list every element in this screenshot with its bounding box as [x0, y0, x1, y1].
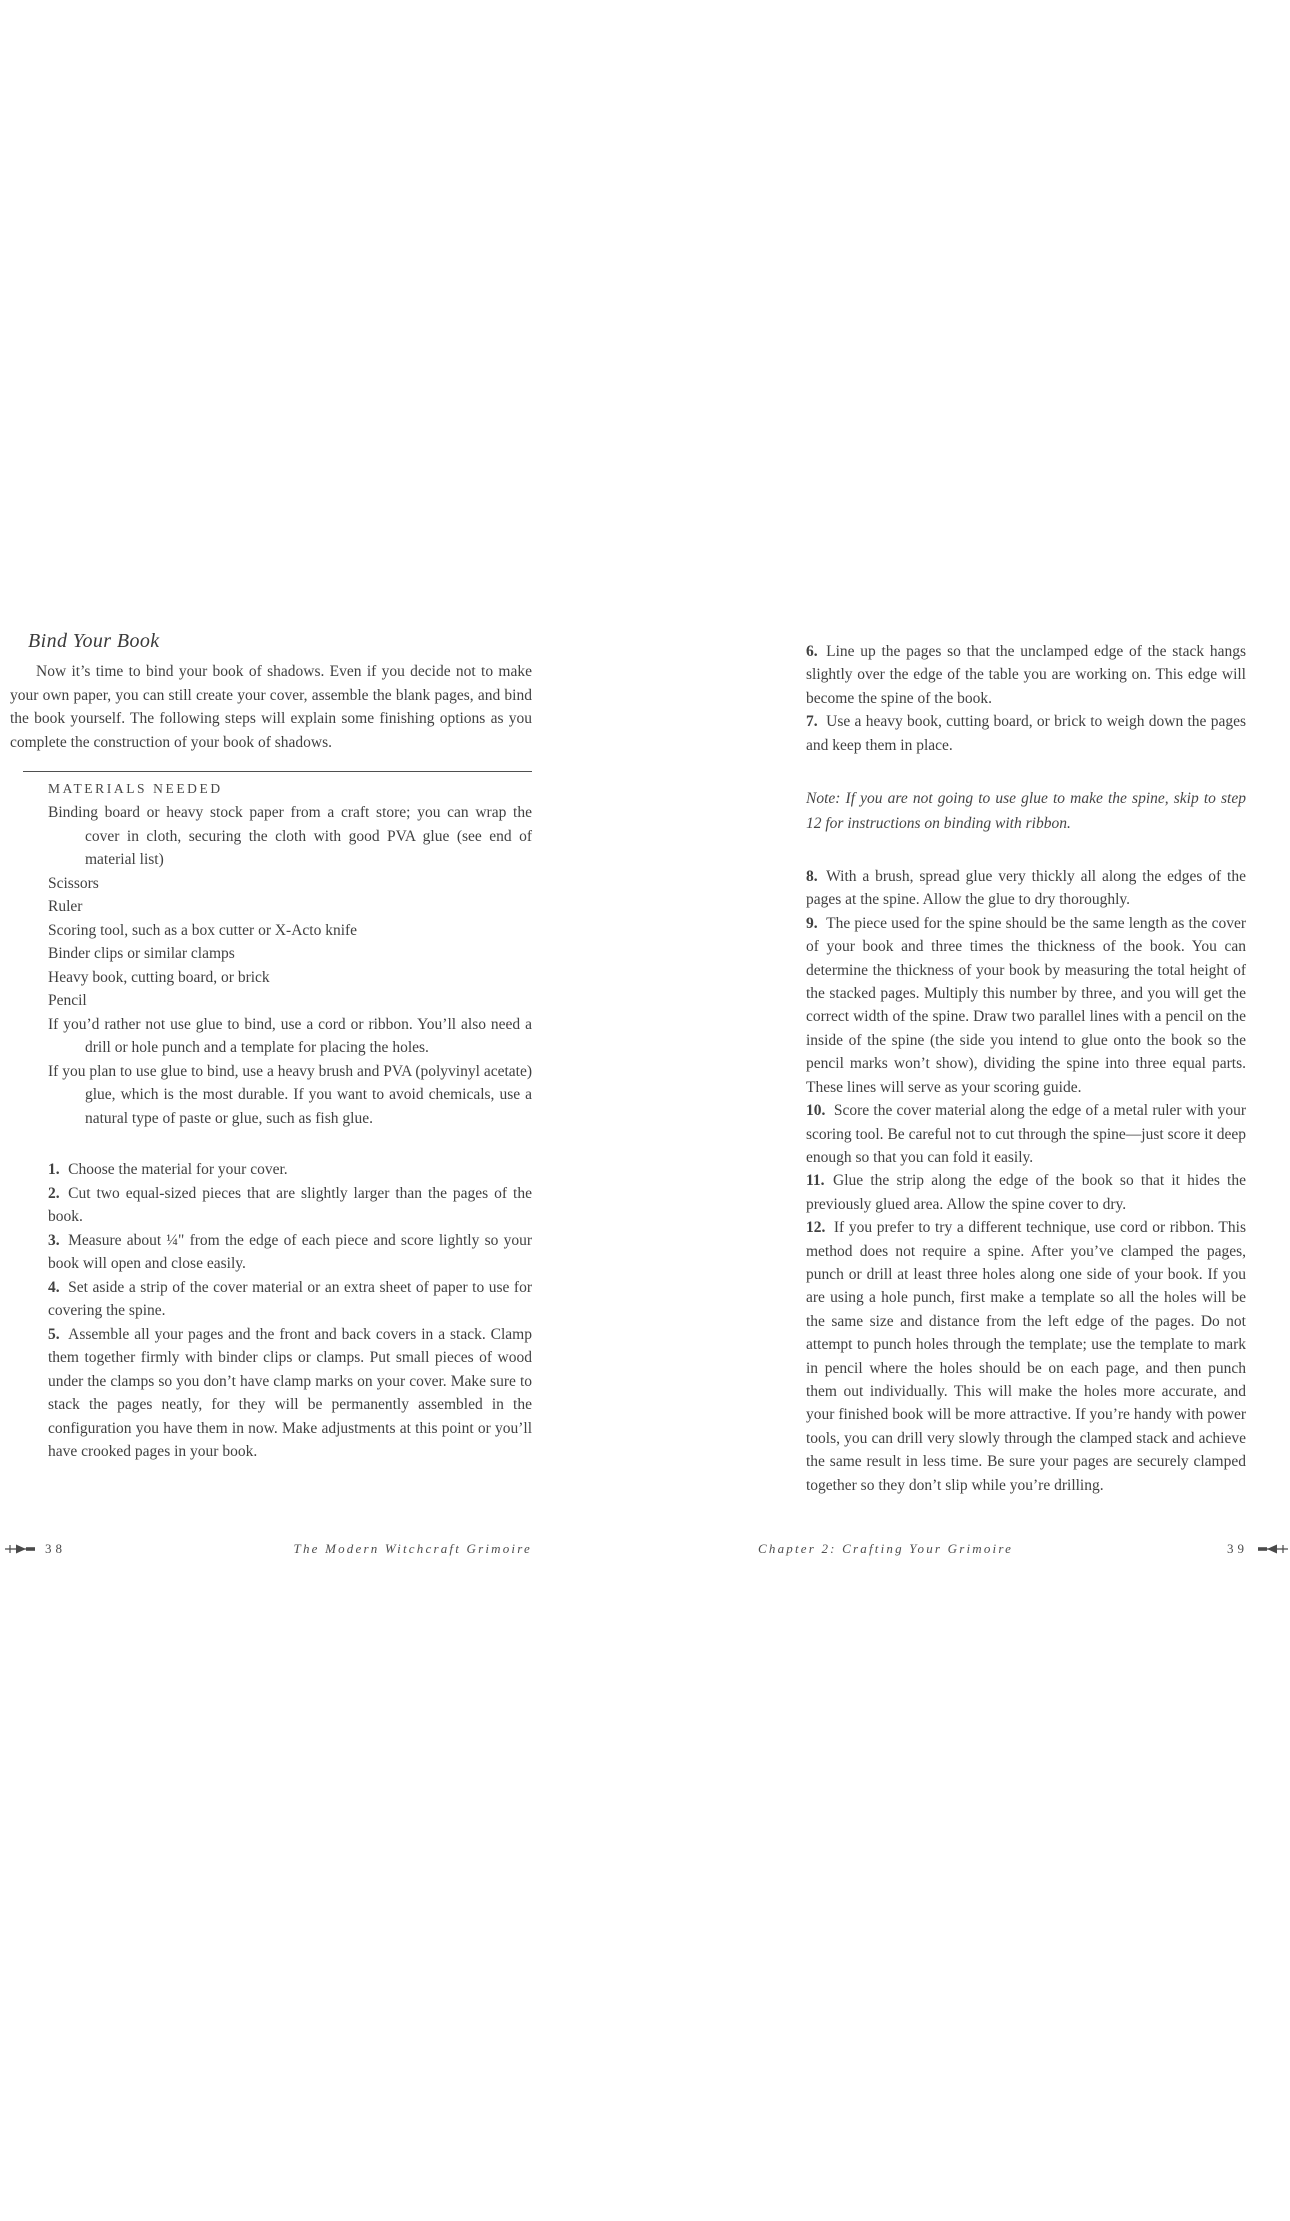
step-number: 8. — [806, 868, 818, 886]
section-heading: Bind Your Book — [28, 630, 160, 652]
step-item — [806, 1216, 1246, 1497]
step-item — [48, 1276, 532, 1323]
materials-title: MATERIALS NEEDED — [48, 781, 223, 796]
materials-item: Scoring tool, such as a box cutter or X-Acto knife — [48, 921, 358, 939]
step-number: 12. — [806, 1219, 826, 1237]
step-number: 5. — [48, 1325, 60, 1343]
step-number: 1. — [48, 1161, 60, 1178]
note-paragraph: Note: If you are not going to use glue to make the spine, skip to step 12 for instructions on binding with ribbon. — [806, 790, 1246, 833]
footer-left — [5, 1541, 532, 1557]
step-text: Use a heavy book, cutting board, or brick to weigh down the pages and keep them in place. — [806, 713, 1246, 754]
page-number: 38 — [45, 1541, 66, 1556]
footer-right — [758, 1541, 1288, 1557]
step-text: Measure about ¼" from the edge of each piece and score lightly so your book will open and close easily. — [48, 1231, 532, 1272]
steps-list-1-5 — [48, 1158, 532, 1464]
step-item — [806, 710, 1246, 757]
step-item — [806, 912, 1246, 1099]
step-item — [806, 865, 1246, 912]
page-left — [10, 630, 532, 1464]
running-title: Chapter 2: Crafting Your Grimoire — [758, 1541, 1014, 1556]
step-number: 4. — [48, 1278, 60, 1296]
materials-item: Heavy book, cutting board, or brick — [48, 968, 270, 986]
step-number: 3. — [48, 1231, 60, 1249]
materials-box — [10, 771, 532, 1130]
step-item — [48, 1158, 532, 1182]
materials-item: Ruler — [48, 898, 83, 915]
step-number: 11. — [806, 1172, 825, 1190]
step-text: The piece used for the spine should be the same length as the cover of your book and three times the thickness of the book. You can determine the thickness of your book by measuring the total height of the stacked pages. Multiply this number by three, and you will get the correct width of the spine. Draw two parallel lines with a pencil on the inside of the spine (the side you intend to glue onto the book so the pencil marks won’t show), dividing the spine into three equal parts. These lines will serve as your scoring guide. — [806, 914, 1246, 1096]
materials-item: Binder clips or similar clamps — [48, 945, 235, 962]
arrow-ornament-icon — [1258, 1543, 1288, 1555]
step-item — [806, 1099, 1246, 1169]
step-item — [48, 1229, 532, 1276]
materials-item: Binding board or heavy stock paper from a craft store; you can wrap the cover in cloth, securing the cloth with good PVA glue (see end of material list) — [48, 804, 532, 868]
step-number: 7. — [806, 713, 818, 731]
step-number: 6. — [806, 643, 818, 660]
materials-divider — [23, 771, 532, 772]
step-item — [806, 1169, 1246, 1216]
step-text: With a brush, spread glue very thickly all along the edges of the pages at the spine. Allow the glue to dry thoroughly. — [806, 868, 1246, 909]
step-text: Score the cover material along the edge of a metal ruler with your scoring tool. Be careful not to cut through the spine—just score it deep enough so that you can fold it easily. — [806, 1102, 1246, 1166]
step-text: If you prefer to try a different technique, use cord or ribbon. This method does not require a spine. After you’ve clamped the pages, punch or drill at least three holes along one side of your book. If you are using a hole punch, first make a template so all the holes will be the same size and distance from the left edge of the pages. Do not attempt to punch holes through the template; use the template to mark in pencil where the holes should be on each page, and then punch them out individually. This will make the holes more accurate, and your finished book will be more attractive. If you’re handy with power tools, you can drill very slowly through the clamped stack and achieve the same result in less time. Be sure your pages are securely clamped together so they don’t slip while you’re drilling. — [806, 1219, 1246, 1494]
step-item — [48, 1323, 532, 1464]
step-number: 10. — [806, 1102, 826, 1120]
arrow-ornament-icon — [5, 1543, 35, 1555]
step-text: Cut two equal-sized pieces that are slightly larger than the pages of the book. — [48, 1184, 532, 1225]
materials-item: If you plan to use glue to bind, use a heavy brush and PVA (polyvinyl acetate) glue, which is the most durable. If you want to avoid chemicals, use a natural type of paste or glue, such as fish glue. — [48, 1062, 532, 1127]
page-right — [806, 640, 1246, 1497]
running-title: The Modern Witchcraft Grimoire — [293, 1541, 532, 1556]
step-number: 2. — [48, 1184, 60, 1202]
step-number: 9. — [806, 914, 818, 932]
step-item — [48, 1182, 532, 1229]
step-item — [806, 640, 1246, 710]
materials-item: Pencil — [48, 992, 87, 1009]
step-text: Assemble all your pages and the front and back covers in a stack. Clamp them together firmly with binder clips or clamps. Put small pieces of wood under the clamps so you don’t have clamp marks on your cover. Make sure to stack the pages neatly, for they will be permanently assembled in the configuration you have them in now. Make adjustments at this point or you’ll have crooked pages in your book. — [48, 1325, 532, 1460]
materials-item: Scissors — [48, 874, 99, 892]
page-number: 39 — [1227, 1541, 1248, 1556]
intro-paragraph: Now it’s time to bind your book of shadows. Even if you decide not to make your own paper, you can still create your cover, assemble the blank pages, and bind the book yourself. The following steps will explain some finishing options as you complete the construction of your book of shadows. — [10, 663, 532, 751]
step-text: Set aside a strip of the cover material or an extra sheet of paper to use for covering the spine. — [48, 1278, 532, 1319]
step-text: Glue the strip along the edge of the book so that it hides the previously glued area. Allow the spine cover to dry. — [806, 1172, 1246, 1213]
step-text: Line up the pages so that the unclamped edge of the stack hangs slightly over the edge of the table you are working on. This edge will become the spine of the book. — [806, 643, 1246, 707]
step-text: Choose the material for your cover. — [68, 1161, 288, 1178]
materials-item: If you’d rather not use glue to bind, use a cord or ribbon. You’ll also need a drill or hole punch and a template for placing the holes. — [48, 1015, 532, 1056]
